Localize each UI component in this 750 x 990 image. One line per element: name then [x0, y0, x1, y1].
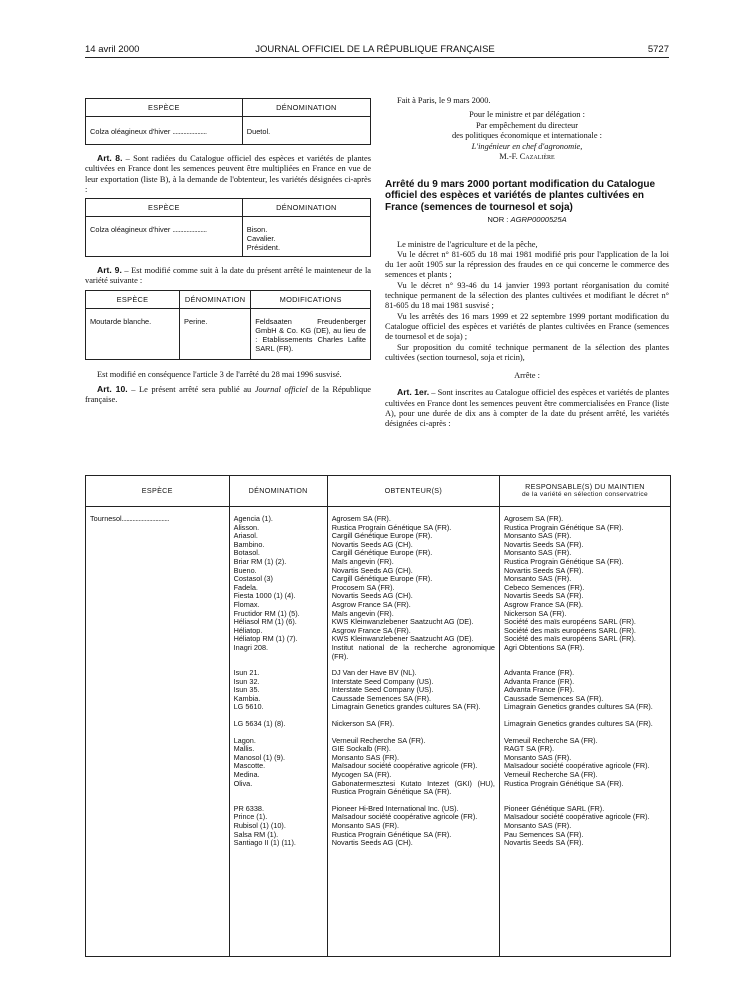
denomination-cell: Prince (1).	[229, 813, 327, 822]
obtenteur-cell: Novartis Seeds AG (CH).	[327, 839, 499, 848]
obtenteur-cell: Nickerson SA (FR).	[327, 720, 499, 729]
header-page-number: 5727	[647, 44, 669, 55]
col-header-espece: ESPÈCE	[86, 199, 243, 217]
species-cell: Moutarde blanche.	[90, 316, 152, 326]
species-cell	[86, 678, 229, 687]
species-cell	[86, 610, 229, 619]
paragraph-minister: Le ministre de l'agriculture et de la pêche,	[397, 239, 538, 249]
responsable-cell: Agri Obtentions SA (FR).	[499, 644, 670, 661]
header-journal: JOURNAL OFFICIEL DE LA RÉPUBLIQUE FRANÇAISE	[255, 44, 495, 55]
responsable-cell: Asgrow France SA (FR).	[499, 601, 670, 610]
obtenteur-cell: Procosem SA (FR).	[327, 584, 499, 593]
species-cell	[86, 532, 229, 541]
responsable-cell: Pau Semences SA (FR).	[499, 831, 670, 840]
responsable-cell: Novartis Seeds SA (FR).	[499, 839, 670, 848]
denomination-cell: Fiesta 1000 (1) (4).	[229, 592, 327, 601]
paragraph-vu-2: Vu le décret n° 93-46 du 14 janvier 1993 portant réorganisation du comité technique permanent de la sélection des plantes cultivées et modifiant le décret n° 81-605 du 18 mai 1981 susvisé ;	[385, 280, 669, 311]
obtenteur-cell: Agrosem SA (FR).	[327, 515, 499, 524]
denomination-cell: Inagri 208.	[229, 644, 327, 661]
species-cell	[86, 695, 229, 704]
responsable-cell: Advanta France (FR).	[499, 686, 670, 695]
responsable-cell: Maïsadour société coopérative agricole (FR).	[499, 762, 670, 771]
obtenteur-cell: Monsanto SAS (FR).	[327, 822, 499, 831]
species-cell	[86, 627, 229, 636]
obtenteur-cell: Novartis Seeds AG (CH).	[327, 592, 499, 601]
denomination-cell: PR 6338.	[229, 805, 327, 814]
responsable-cell: Société des maïs européens SARL (FR).	[499, 618, 670, 627]
obtenteur-cell: Institut national de la recherche agronomique (FR).	[327, 644, 499, 661]
species-cell	[86, 805, 229, 814]
right-column	[385, 96, 669, 430]
responsable-cell: Rustica Prograin Génétique SA (FR).	[499, 524, 670, 533]
obtenteur-cell: Pioneer Hi-Bred International Inc. (US).	[327, 805, 499, 814]
obtenteur-cell: Interstate Seed Company (US).	[327, 686, 499, 695]
species-cell	[86, 644, 229, 661]
obtenteur-cell: Cargill Génétique Europe (FR).	[327, 532, 499, 541]
responsable-cell: Monsanto SAS (FR).	[499, 549, 670, 558]
responsable-cell: Limagrain Genetics grandes cultures SA (FR).	[499, 720, 670, 729]
obtenteur-cell: Monsanto SAS (FR).	[327, 754, 499, 763]
species-cell	[86, 754, 229, 763]
obtenteur-cell: Novartis Seeds AG (CH).	[327, 541, 499, 550]
varieties-table	[85, 475, 671, 957]
article-9: Art. 9. – Est modifié comme suit à la date du présent arrêté le mainteneur de la variété suivante :	[85, 265, 371, 286]
species-cell	[86, 592, 229, 601]
species-cell	[86, 524, 229, 533]
responsable-cell: Monsanto SAS (FR).	[499, 822, 670, 831]
responsable-cell: Cebeco Semences (FR).	[499, 584, 670, 593]
species-cell: Colza oléagineux d'hiver ......................	[90, 127, 207, 136]
species-cell	[86, 737, 229, 746]
article-1: Art. 1er. – Sont inscrites au Catalogue officiel des espèces et variétés de plantes cultivées en France dont les semences peuvent être commercialisées en France (liste A), pour une durée de dix ans à compter de la date du présent arrêté, les variétés désignées ci-après :	[385, 387, 669, 429]
obtenteur-cell: KWS Kleinwanzlebener Saatzucht AG (DE).	[327, 635, 499, 644]
col-header-espece: ESPÈCE	[86, 99, 243, 117]
obtenteur-cell: Caussade Semences SA (FR).	[327, 695, 499, 704]
col-header-modifications: MODIFICATIONS	[251, 290, 371, 308]
obtenteur-cell: Asgrow France SA (FR).	[327, 601, 499, 610]
responsable-cell: Pioneer Génétique SARL (FR).	[499, 805, 670, 814]
species-cell	[86, 567, 229, 576]
denomination-cell: Duetol.	[242, 117, 370, 145]
denomination-cell: Rubisol (1) (10).	[229, 822, 327, 831]
denomination-cell: Ariasol.	[229, 532, 327, 541]
responsable-cell: Société des maïs européens SARL (FR).	[499, 635, 670, 644]
obtenteur-cell: Gabonatermesztesi Kutato Intezet (GKI) (HU), Rustica Prograin Génétique SA (FR).	[327, 780, 499, 797]
species-cell	[86, 618, 229, 627]
species-cell	[86, 686, 229, 695]
col-header-obtenteur: OBTENTEUR(S)	[327, 476, 499, 507]
species-cell	[86, 813, 229, 822]
denomination-cell: Isun 21.	[229, 669, 327, 678]
col-header-espece: ESPÈCE	[86, 476, 229, 507]
responsable-cell: Monsanto SAS (FR).	[499, 532, 670, 541]
species-cell	[86, 762, 229, 771]
species-cell	[86, 771, 229, 780]
modification-note: Est modifié en conséquence l'article 3 de l'arrêté du 28 mai 1996 susvisé.	[97, 369, 342, 379]
paragraph-proposition: Sur proposition du comité technique permanent de la sélection des plantes cultivées (section tournesol, soja et ricin),	[385, 342, 669, 362]
denomination-cell: Botasol.	[229, 549, 327, 558]
species-cell	[86, 703, 229, 712]
species-cell	[86, 549, 229, 558]
denomination-cell: Kambia.	[229, 695, 327, 704]
species-cell	[86, 745, 229, 754]
denomination-cell: Isun 35.	[229, 686, 327, 695]
denomination-cell: Lagon.	[229, 737, 327, 746]
col-header-denomination: DÉNOMINATION	[180, 290, 251, 308]
table-radiation-2	[85, 198, 371, 257]
col-header-espece: ESPÈCE	[86, 290, 180, 308]
responsable-cell: Novartis Seeds SA (FR).	[499, 592, 670, 601]
species-cell	[86, 720, 229, 729]
responsable-cell: Advanta France (FR).	[499, 678, 670, 687]
paragraph-vu-1: Vu le décret n° 81-605 du 18 mai 1981 modifié pris pour l'application de la loi du 1er août 1905 sur la répression des fraudes en ce qui concerne le commerce des semences et plants ;	[385, 249, 669, 280]
species-cell	[86, 575, 229, 584]
fait-a-paris: Fait à Paris, le 9 mars 2000.	[397, 96, 491, 105]
nor-reference: NOR : AGRP0000525A	[487, 215, 567, 225]
arrete-heading: Arrête :	[514, 371, 540, 381]
denomination-cell: LG 5634 (1) (8).	[229, 720, 327, 729]
denomination-cell: Héliasol RM (1) (6).	[229, 618, 327, 627]
denomination-cell: Isun 32.	[229, 678, 327, 687]
article-8: Art. 8. – Sont radiées du Catalogue officiel des espèces et variétés de plantes cultivées en France dont les semences peuvent être multipliées en France en vue de leur exportation (liste B), à la demande de l'obtenteur, les variétés désignées ci-après :	[85, 153, 371, 194]
species-cell: Colza oléagineux d'hiver ......................	[90, 225, 207, 235]
responsable-cell: Novartis Seeds SA (FR).	[499, 541, 670, 550]
responsable-cell: Advanta France (FR).	[499, 669, 670, 678]
species-cell	[86, 822, 229, 831]
denomination-cell: Mallis.	[229, 745, 327, 754]
article-10: Art. 10. – Le présent arrêté sera publié au Journal officiel de la République française.	[85, 384, 372, 405]
denomination-cell: Héliatop.	[229, 627, 327, 636]
denomination-cell: LG 5610.	[229, 703, 327, 712]
responsable-cell: Novartis Seeds SA (FR).	[499, 567, 670, 576]
denomination-cell: Bueno.	[229, 567, 327, 576]
species-cell	[86, 669, 229, 678]
species-cell	[86, 601, 229, 610]
obtenteur-cell: Maïsadour société coopérative agricole (FR).	[327, 762, 499, 771]
responsable-cell: RAGT SA (FR).	[499, 745, 670, 754]
obtenteur-cell: Cargill Génétique Europe (FR).	[327, 549, 499, 558]
denomination-cell: Héliatop RM (1) (7).	[229, 635, 327, 644]
col-header-denomination: DÉNOMINATION	[229, 476, 327, 507]
modifications-cell: Feldsaaten Freudenberger GmbH & Co. KG (DE), au lieu de : Etablissements Charles Lafite SARL (FR).	[251, 308, 371, 359]
col-header-responsable: RESPONSABLE(S) DU MAINTIEN de la variété en sélection conservatrice	[499, 476, 670, 507]
obtenteur-cell: DJ Van der Have BV (NL).	[327, 669, 499, 678]
species-cell	[86, 584, 229, 593]
species-cell	[86, 541, 229, 550]
col-header-denomination: DÉNOMINATION	[242, 99, 370, 117]
species-cell	[86, 831, 229, 840]
decree-title: Arrêté du 9 mars 2000 portant modification du Catalogue officiel des espèces et variétés de plantes cultivées en France (semences de tournesol et soja)	[385, 178, 656, 213]
responsable-cell: Nickerson SA (FR).	[499, 610, 670, 619]
table-radiation-1	[85, 98, 371, 145]
denomination-cell: Manosol (1) (9).	[229, 754, 327, 763]
denomination-cell: Bambino.	[229, 541, 327, 550]
responsable-cell: Limagrain Genetics grandes cultures SA (FR).	[499, 703, 670, 712]
denomination-cell: Briar RM (1) (2).	[229, 558, 327, 567]
signature-block: Pour le ministre et par délégation : Par empêchement du directeur des politiques économique et internationale : L'ingénieur en chef d'agronomie, M.-F. Cazalière	[451, 110, 602, 162]
denomination-cell: Mascotte.	[229, 762, 327, 771]
responsable-cell: Caussade Semences SA (FR).	[499, 695, 670, 704]
table-modification	[85, 290, 371, 360]
obtenteur-cell: Mycogen SA (FR).	[327, 771, 499, 780]
denomination-cell: Fructidor RM (1) (5).	[229, 610, 327, 619]
responsable-cell: Monsanto SAS (FR).	[499, 754, 670, 763]
header-rule	[85, 57, 669, 58]
row-filler	[86, 848, 670, 956]
col-header-denomination: DÉNOMINATION	[242, 199, 370, 217]
responsable-cell: Verneuil Recherche SA (FR).	[499, 771, 670, 780]
obtenteur-cell: GIE Sockalb (FR).	[327, 745, 499, 754]
obtenteur-cell: Maïs angevin (FR).	[327, 558, 499, 567]
responsable-cell: Rustica Prograin Génétique SA (FR).	[499, 558, 670, 567]
responsable-cell: Maïsadour société coopérative agricole (FR).	[499, 813, 670, 822]
denomination-cell: Costasol (3)	[229, 575, 327, 584]
header-date: 14 avril 2000	[85, 44, 140, 55]
species-cell	[86, 635, 229, 644]
obtenteur-cell: Cargill Génétique Europe (FR).	[327, 575, 499, 584]
responsable-cell: Rustica Prograin Génétique SA (FR).	[499, 780, 670, 797]
denomination-cell: Oliva.	[229, 780, 327, 797]
obtenteur-cell: Interstate Seed Company (US).	[327, 678, 499, 687]
obtenteur-cell: Rustica Prograin Génétique SA (FR).	[327, 524, 499, 533]
denomination-cell: Perine.	[180, 308, 251, 359]
species-cell	[86, 558, 229, 567]
left-column	[85, 98, 371, 406]
denomination-cell: Salsa RM (1).	[229, 831, 327, 840]
table-row	[86, 780, 670, 797]
responsable-cell: Société des maïs européens SARL (FR).	[499, 627, 670, 636]
table-row	[86, 720, 670, 729]
denomination-cell: Flomax.	[229, 601, 327, 610]
table-row	[86, 644, 670, 661]
responsable-cell: Monsanto SAS (FR).	[499, 575, 670, 584]
obtenteur-cell: KWS Kleinwanzlebener Saatzucht AG (DE).	[327, 618, 499, 627]
table-row	[86, 839, 670, 848]
obtenteur-cell: Maïsadour société coopérative agricole (FR).	[327, 813, 499, 822]
paragraph-vu-3: Vu les arrêtés des 16 mars 1999 et 22 septembre 1999 portant modification du Catalogue officiel des espèces et variétés de plantes cultivées en France (semences de tournesol et de soja) ;	[385, 311, 669, 342]
denomination-cell: Fadela.	[229, 584, 327, 593]
obtenteur-cell: Asgrow France SA (FR).	[327, 627, 499, 636]
species-cell	[86, 839, 229, 848]
species-cell: Tournesol...............................	[90, 514, 169, 523]
varieties-table-grid	[86, 476, 670, 956]
obtenteur-cell: Verneuil Recherche SA (FR).	[327, 737, 499, 746]
obtenteur-cell: Rustica Prograin Génétique SA (FR).	[327, 831, 499, 840]
denomination-cell: Santiago II (1) (11).	[229, 839, 327, 848]
table-row	[86, 703, 670, 712]
responsable-cell: Verneuil Recherche SA (FR).	[499, 737, 670, 746]
denomination-cell: Agencia (1).	[229, 515, 327, 524]
species-cell	[86, 780, 229, 797]
denomination-cell: Alisson.	[229, 524, 327, 533]
obtenteur-cell: Limagrain Genetics grandes cultures SA (FR).	[327, 703, 499, 712]
obtenteur-cell: Novartis Seeds AG (CH).	[327, 567, 499, 576]
denomination-cell: Bison. Cavalier. Président.	[242, 217, 370, 257]
denomination-cell: Medina.	[229, 771, 327, 780]
responsable-cell: Agrosem SA (FR).	[499, 515, 670, 524]
obtenteur-cell: Maïs angevin (FR).	[327, 610, 499, 619]
